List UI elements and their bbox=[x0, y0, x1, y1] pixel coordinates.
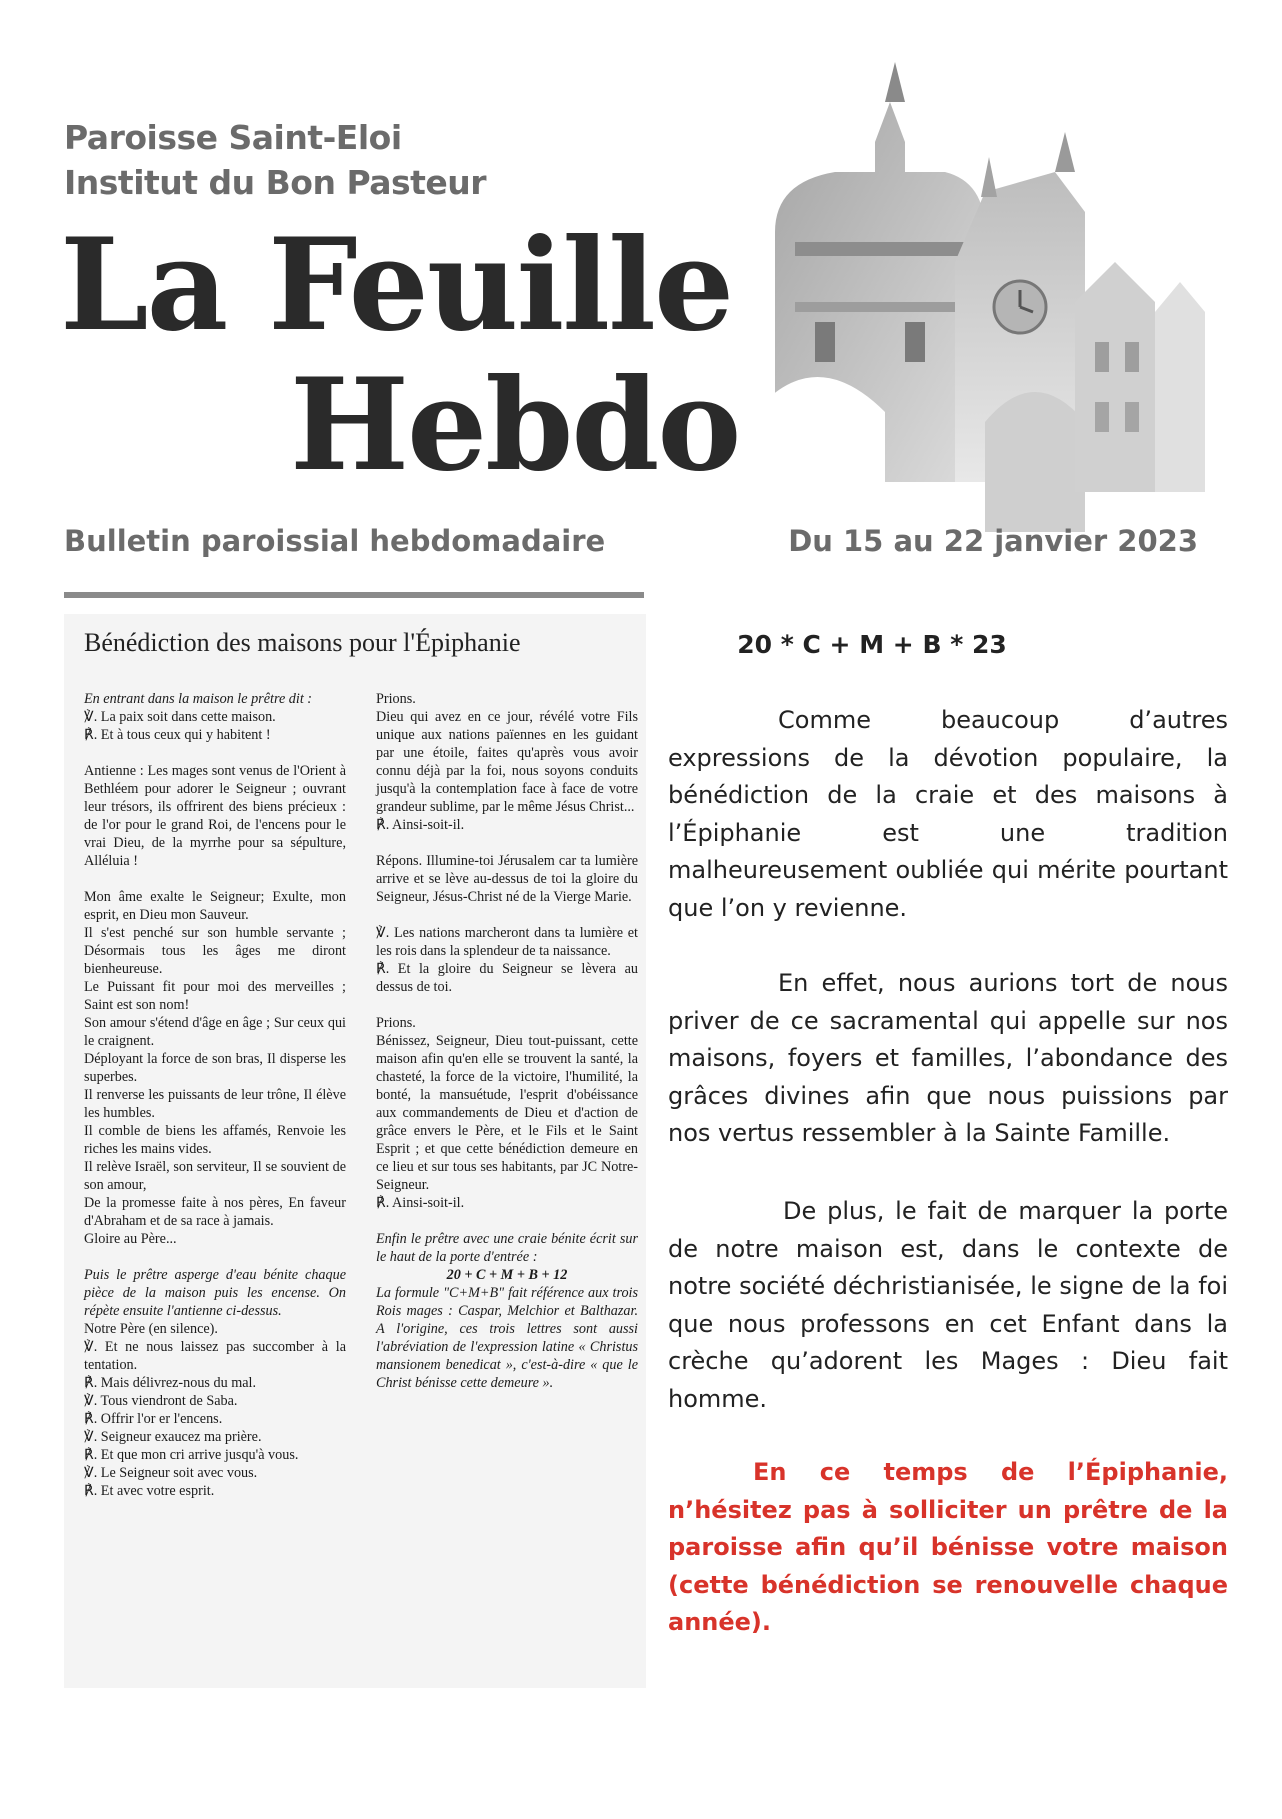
clipping-line: Notre Père (en silence). bbox=[84, 1321, 218, 1337]
divider bbox=[64, 592, 644, 598]
masthead-line-2: Hebdo bbox=[290, 351, 740, 499]
clipping-paragraph bbox=[84, 888, 346, 1248]
clipping-line: Dieu qui avez en ce jour, révélé votre Fils unique aux nations païennes en les guidant par une étoile, faites qu'après vous avoir connu déjà par la foi, nous soyons conduits jusqu'à la contemplation face à face de votre grandeur sublime, par le même Jésus Christ... bbox=[376, 709, 638, 815]
parish-name: Paroisse Saint-Eloi bbox=[64, 118, 402, 157]
article-paragraph-3: De plus, le fait de marquer la porte de notre maison est, dans le contexte de notre société déchristianisée, le signe de la foi que nous professons en cet Enfant dans la crèche qu’adorent les Mages : Dieu fait homme. bbox=[668, 1197, 1228, 1413]
clipping-line: ℟. Ainsi-soit-il. bbox=[376, 817, 465, 833]
clipping-line: Son amour s'étend d'âge en âge ; Sur ceux qui le craignent. bbox=[84, 1015, 346, 1049]
clipping-paragraph bbox=[376, 852, 638, 906]
clipping-line: ℟. Offrir l'or er l'encens. bbox=[84, 1411, 223, 1427]
clipping-paragraph bbox=[376, 924, 638, 996]
clipping-line: Puis le prêtre asperge d'eau bénite chaque pièce de la maison puis les encense. On répète ensuite l'antienne ci-dessus. bbox=[84, 1267, 346, 1319]
clipping-line: ℣. Seigneur exaucez ma prière. bbox=[84, 1429, 262, 1445]
church-gate-illustration bbox=[755, 62, 1205, 532]
clipping-line: De la promesse faite à nos pères, En faveur d'Abraham et de sa race à jamais. bbox=[84, 1195, 346, 1229]
chalk-inscription-heading: 20 * C + M + B * 23 bbox=[737, 630, 1007, 659]
masthead-line-1: La Feuille bbox=[60, 211, 733, 359]
clipping-paragraph bbox=[376, 690, 638, 834]
clipping-line: ℣. Le Seigneur soit avec vous. bbox=[84, 1465, 258, 1481]
clipping-line: Mon âme exalte le Seigneur; Exulte, mon esprit, en Dieu mon Sauveur. bbox=[84, 889, 346, 923]
call-to-action-paragraph: En ce temps de l’Épiphanie, n’hésitez pas à solliciter un prêtre de la paroisse afin qu’il bénisse votre maison (cette bénédiction se renouvelle chaque année). bbox=[668, 1458, 1228, 1636]
clipping-line: Antienne : Les mages sont venus de l'Orient à Bethléem pour adorer le Seigneur ; ouvrant leur trésors, ils offrirent des biens précieux : de l'or pour le grand Roi, de l'encens pour le vrai Dieu, de la myrrhe pour sa sépulture, Alléluia ! bbox=[84, 763, 346, 869]
clipping-line: Enfin le prêtre avec une craie bénite écrit sur le haut de la porte d'entrée : bbox=[376, 1231, 638, 1265]
clipping-paragraph bbox=[84, 762, 346, 870]
clipping-title: Bénédiction des maisons pour l'Épiphanie bbox=[84, 628, 521, 657]
clipping-line: Il renverse les puissants de leur trône, Il élève les humbles. bbox=[84, 1087, 346, 1121]
clipping-line: Déployant la force de son bras, Il disperse les superbes. bbox=[84, 1051, 346, 1085]
clipping-line: Gloire au Père... bbox=[84, 1231, 177, 1247]
clipping-paragraph bbox=[84, 690, 346, 744]
clipping-line: ℣. Et ne nous laissez pas succomber à la tentation. bbox=[84, 1339, 346, 1373]
clipping-line: ℣. La paix soit dans cette maison. bbox=[84, 709, 276, 725]
clipping-paragraph bbox=[376, 1014, 638, 1212]
clipping-line: ℟. Mais délivrez-nous du mal. bbox=[84, 1375, 257, 1391]
clipping-line: Le Puissant fit pour moi des merveilles ; Saint est son nom! bbox=[84, 979, 346, 1013]
clipping-line: ℟. Et la gloire du Seigneur se lèvera au dessus de toi. bbox=[376, 961, 638, 995]
chalk-formula: 20 + C + M + B + 12 bbox=[446, 1267, 568, 1283]
clipping-column-left bbox=[84, 690, 346, 1518]
clipping-line: Prions. bbox=[376, 1015, 416, 1031]
clipping-line: Répons. Illumine-toi Jérusalem car ta lumière arrive et se lève au-dessus de toi la gloire du Seigneur, Jésus-Christ né de la Vierge Marie. bbox=[376, 853, 638, 905]
clipping-line: ℣. Les nations marcheront dans ta lumière et les rois dans la splendeur de ta naissance. bbox=[376, 925, 638, 959]
clipping-paragraph bbox=[376, 1230, 638, 1392]
clipping-line: Il comble de biens les affamés, Renvoie les riches les mains vides. bbox=[84, 1123, 346, 1157]
clipping-line: Prions. bbox=[376, 691, 416, 707]
clipping-column-right bbox=[376, 690, 638, 1410]
clipping-line: Bénissez, Seigneur, Dieu tout-puissant, cette maison afin qu'en elle se trouvent la santé, la chasteté, la force de la victoire, l'humilité, la bonté, la mansuétude, l'esprit d'obéissance aux commandements de Dieu et d'action de grâce envers le Père, et le Fils et le Saint Esprit ; et que cette bénédiction demeure en ce lieu et sur tous ses habitants, par JC Notre-Seigneur. bbox=[376, 1033, 638, 1193]
article-paragraph-1: Comme beaucoup d’autres expressions de la dévotion populaire, la bénédiction de la craie et des maisons à l’Épiphanie est une tradition malheureusement oubliée qui mérite pourtant que l’on y revienne. bbox=[668, 706, 1228, 922]
clipping-line: Il relève Israël, son serviteur, Il se souvient de son amour, bbox=[84, 1159, 346, 1193]
institute-name: Institut du Bon Pasteur bbox=[64, 163, 487, 202]
bulletin-subtitle: Bulletin paroissial hebdomadaire bbox=[64, 524, 606, 558]
clipping-paragraph bbox=[84, 1266, 346, 1500]
issue-dates: Du 15 au 22 janvier 2023 bbox=[788, 524, 1198, 558]
clipping-line: La formule "C+M+B" fait référence aux trois Rois mages : Caspar, Melchior et Balthazar. A l'origine, ces trois lettres sont aussi l'abréviation de l'expression latine « Christus mansionem benedicat », c'est-à-dire « que le Christ bénisse cette demeure ». bbox=[376, 1285, 638, 1391]
clipping-line: En entrant dans la maison le prêtre dit : bbox=[84, 691, 313, 707]
clipping-line: ℟. Ainsi-soit-il. bbox=[376, 1195, 465, 1211]
article-paragraph-2: En effet, nous aurions tort de nous priver de ce sacramental qui appelle sur nos maisons, foyers et familles, l’abondance des grâces divines afin que nous puissions par nos vertus ressembler à la Sainte Famille. bbox=[668, 969, 1228, 1147]
clipping-line: ℣. Tous viendront de Saba. bbox=[84, 1393, 238, 1409]
clipping-line: ℟. Et que mon cri arrive jusqu'à vous. bbox=[84, 1447, 299, 1463]
clipping-line: ℟. Et à tous ceux qui y habitent ! bbox=[84, 727, 271, 743]
clipping-line: ℟. Et avec votre esprit. bbox=[84, 1483, 215, 1499]
clipping-line: Il s'est penché sur son humble servante ; Désormais tous les âges me diront bienheureuse. bbox=[84, 925, 346, 977]
